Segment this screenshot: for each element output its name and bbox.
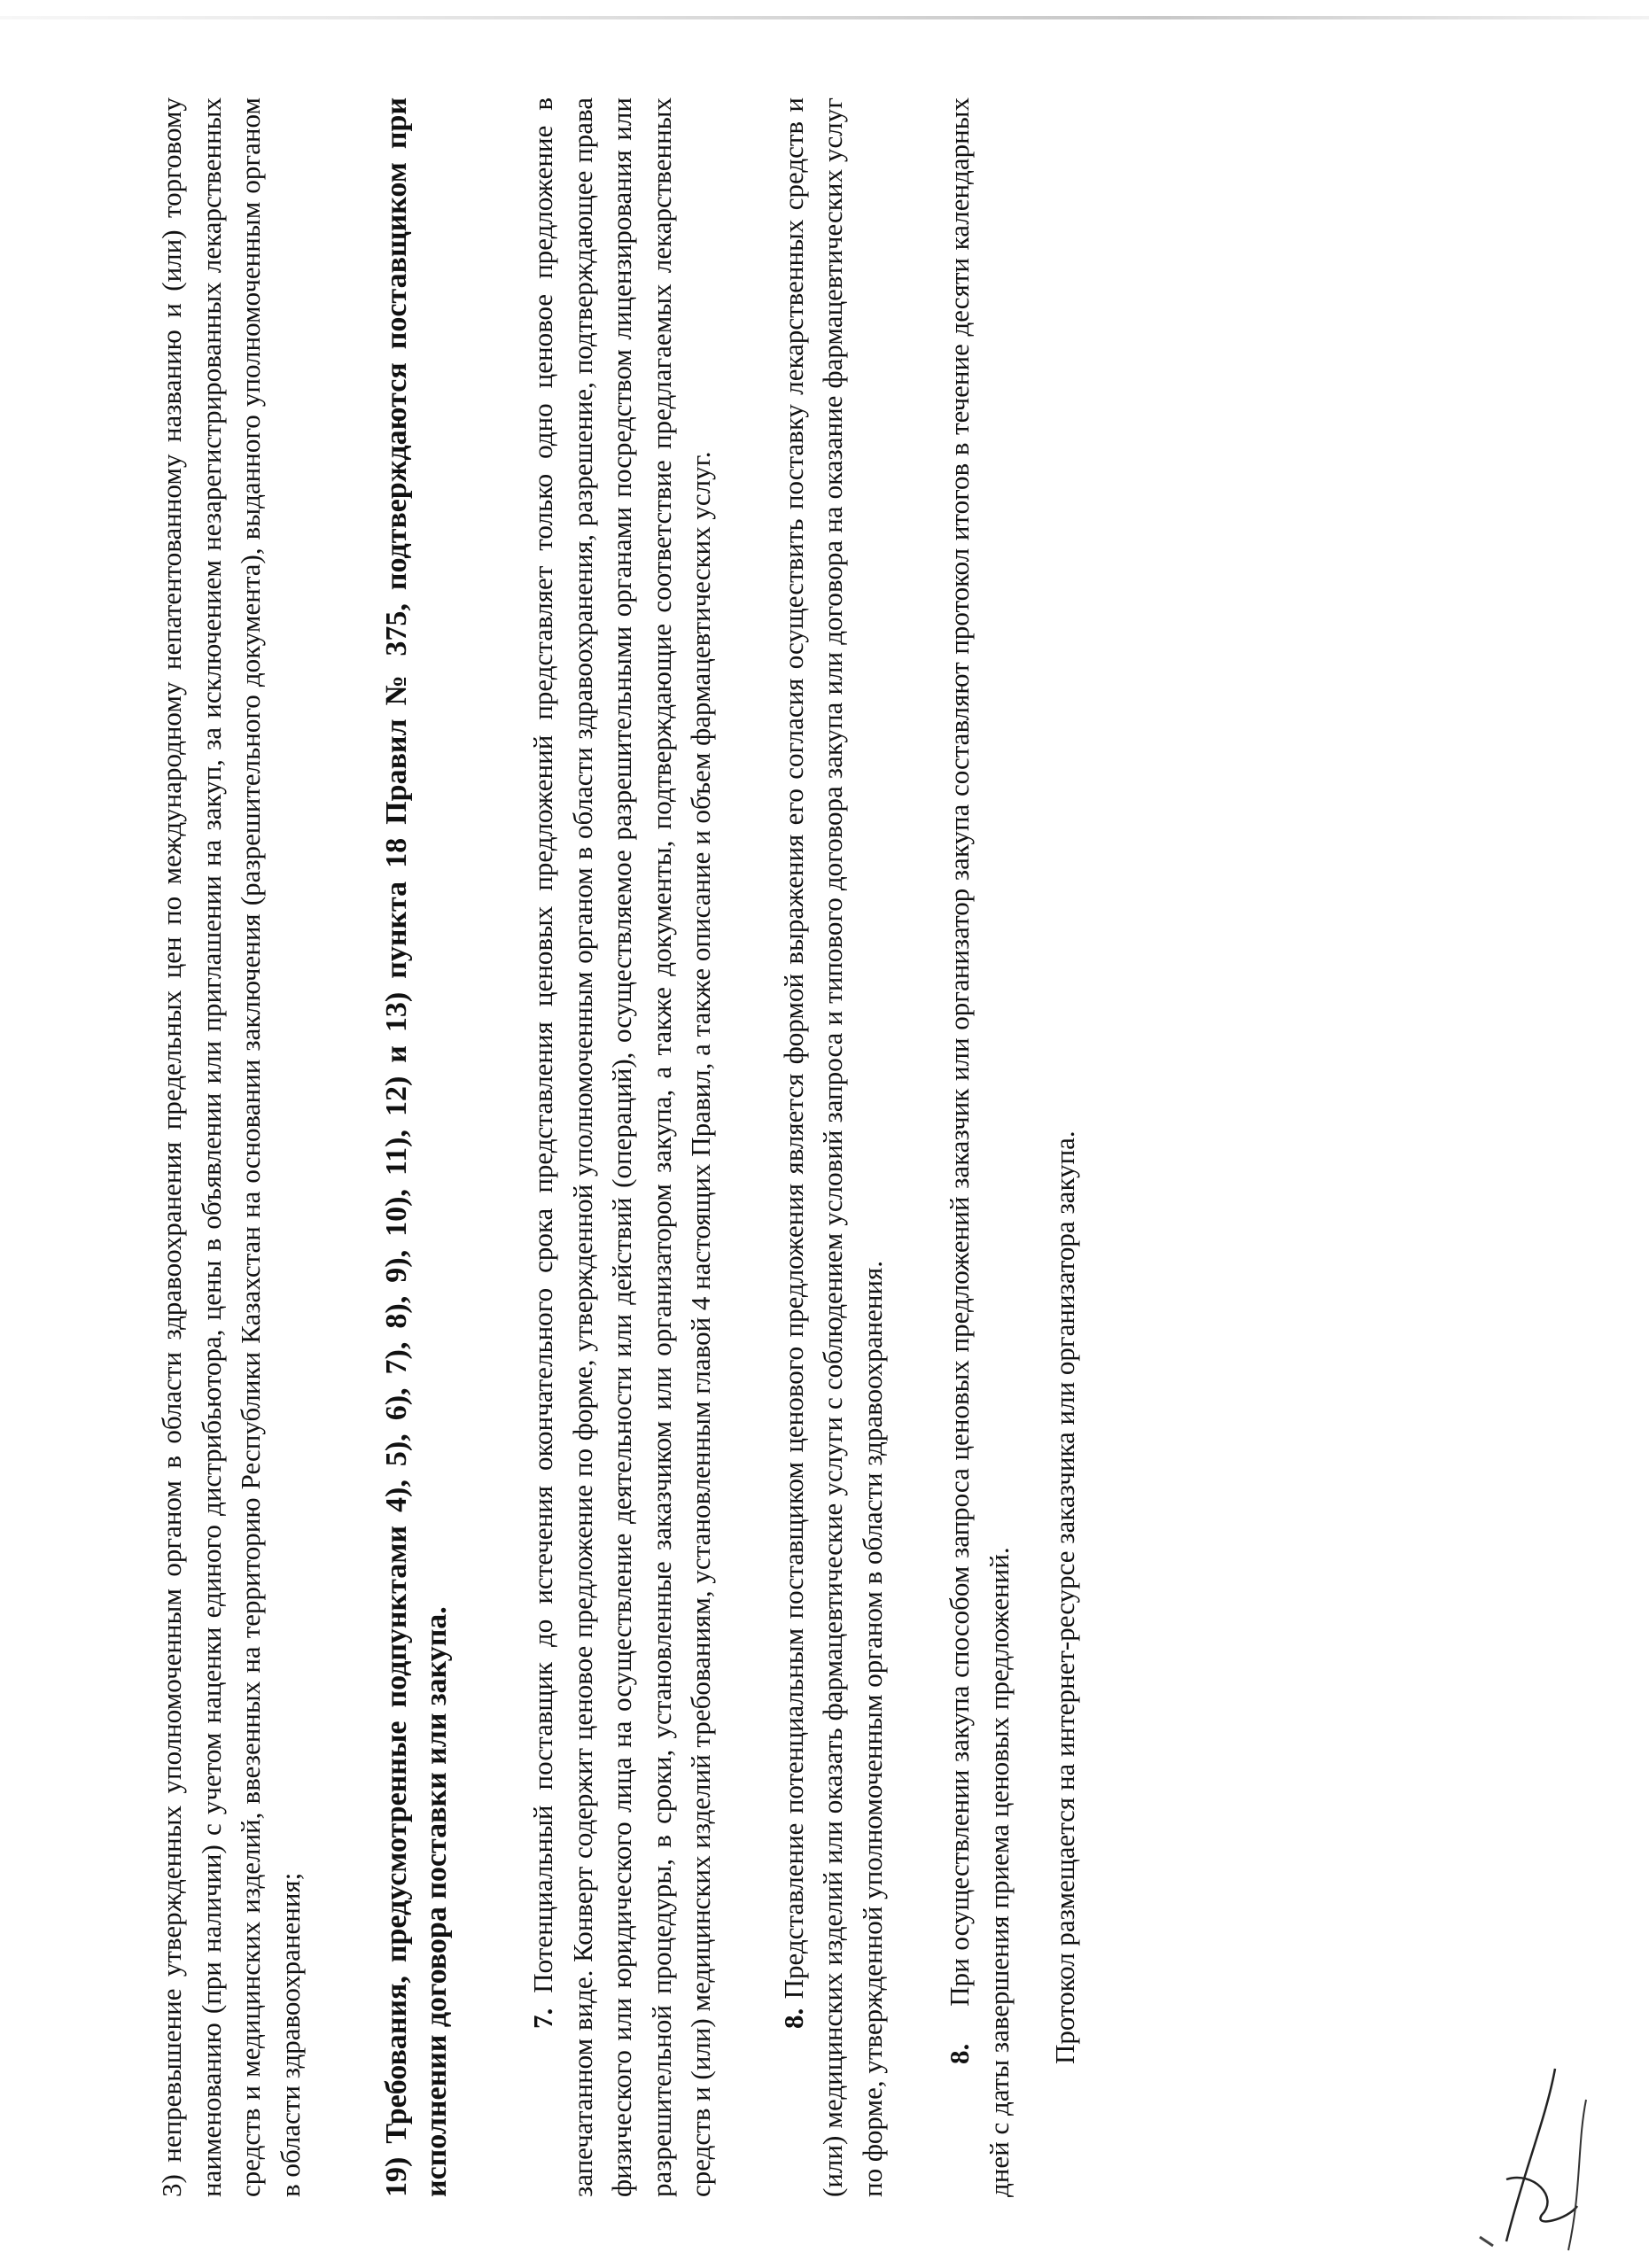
- signature-mark: [1471, 2064, 1630, 2268]
- paragraph-7: [524, 97, 721, 2197]
- paragraph-8b-number: 8.: [944, 2043, 975, 2064]
- paragraph-8b: [940, 97, 1019, 2197]
- paragraph-8a-number: 8.: [777, 2008, 809, 2029]
- paragraph-8b-text: При осуществлении закупа способом запроса ценовых предложений заказчик или организатор закупа составляют протокол итогов в течение десяти календарных дней с даты завершения приема ценовых предложений.: [944, 97, 1015, 2197]
- paragraph-8a: [774, 97, 893, 2197]
- paragraph-8a-text: Представление потенциальным поставщиком ценового предложения является формой выражения его согласия осуществить поставку лекарственных средств и (или) медицинских изделий или оказать фармацевтические услуги с соблюдением условий запроса и типового договора закупа или договора на оказание фармацевтических услуг по форме, утвержденной уполномоченным органом в области здравоохранения.: [777, 97, 888, 2197]
- protocol-paragraph: Протокол размещается на интернет-ресурсе заказчика или организатора закупа.: [1049, 1130, 1080, 2064]
- paragraph-7-text: Потенциальный поставщик до истечения окончательного срока представления ценовых предложений представляет только одно ценовое предложение в запечатанном виде. Конверт содержит ценовое предложение по форме, утвержденной уполномоченным органом в области здравоохранения, разрешение, подтверждающее права физического или юридического лица на осуществление деятельности или действий (операций), осуществляемое разрешительными органами посредством лицензирования или разрешительной процедуры, в сроки, установленные заказчиком или организатором закупа, а также документы, подтверждающие соответствие предлагаемых лекарственных средств и (или) медицинских изделий требованиям, установленным главой 4 настоящих Правил, а также описание и объем фармацевтических услуг.: [527, 97, 716, 2197]
- item-19-heading: 19) Требования, предусмотренные подпунктами 4), 5), 6), 7), 8), 9), 10), 11), 12) и 13) пункта 18 Правил № 375, подтверждаются поставщиком при исполнении договора поставки или закупа.: [380, 97, 453, 2197]
- document-body: [152, 97, 1085, 2197]
- item-3-paragraph: 3) непревышение утвержденных уполномоченным органом в области здравоохранения предельных цен по международному непатентованному названию и (или) торговому наименованию (при наличии) с учетом наценки единого дистрибьютора, цены в объявлении или приглашении на закуп, за исключением незарегистрированных лекарственных средств и медицинских изделий, ввезенных на территорию Республики Казахстан на основании заключения (разрешительного документа), выданного уполномоченным органом в области здравоохранения;: [156, 97, 306, 2197]
- paragraph-7-number: 7.: [527, 2008, 558, 2029]
